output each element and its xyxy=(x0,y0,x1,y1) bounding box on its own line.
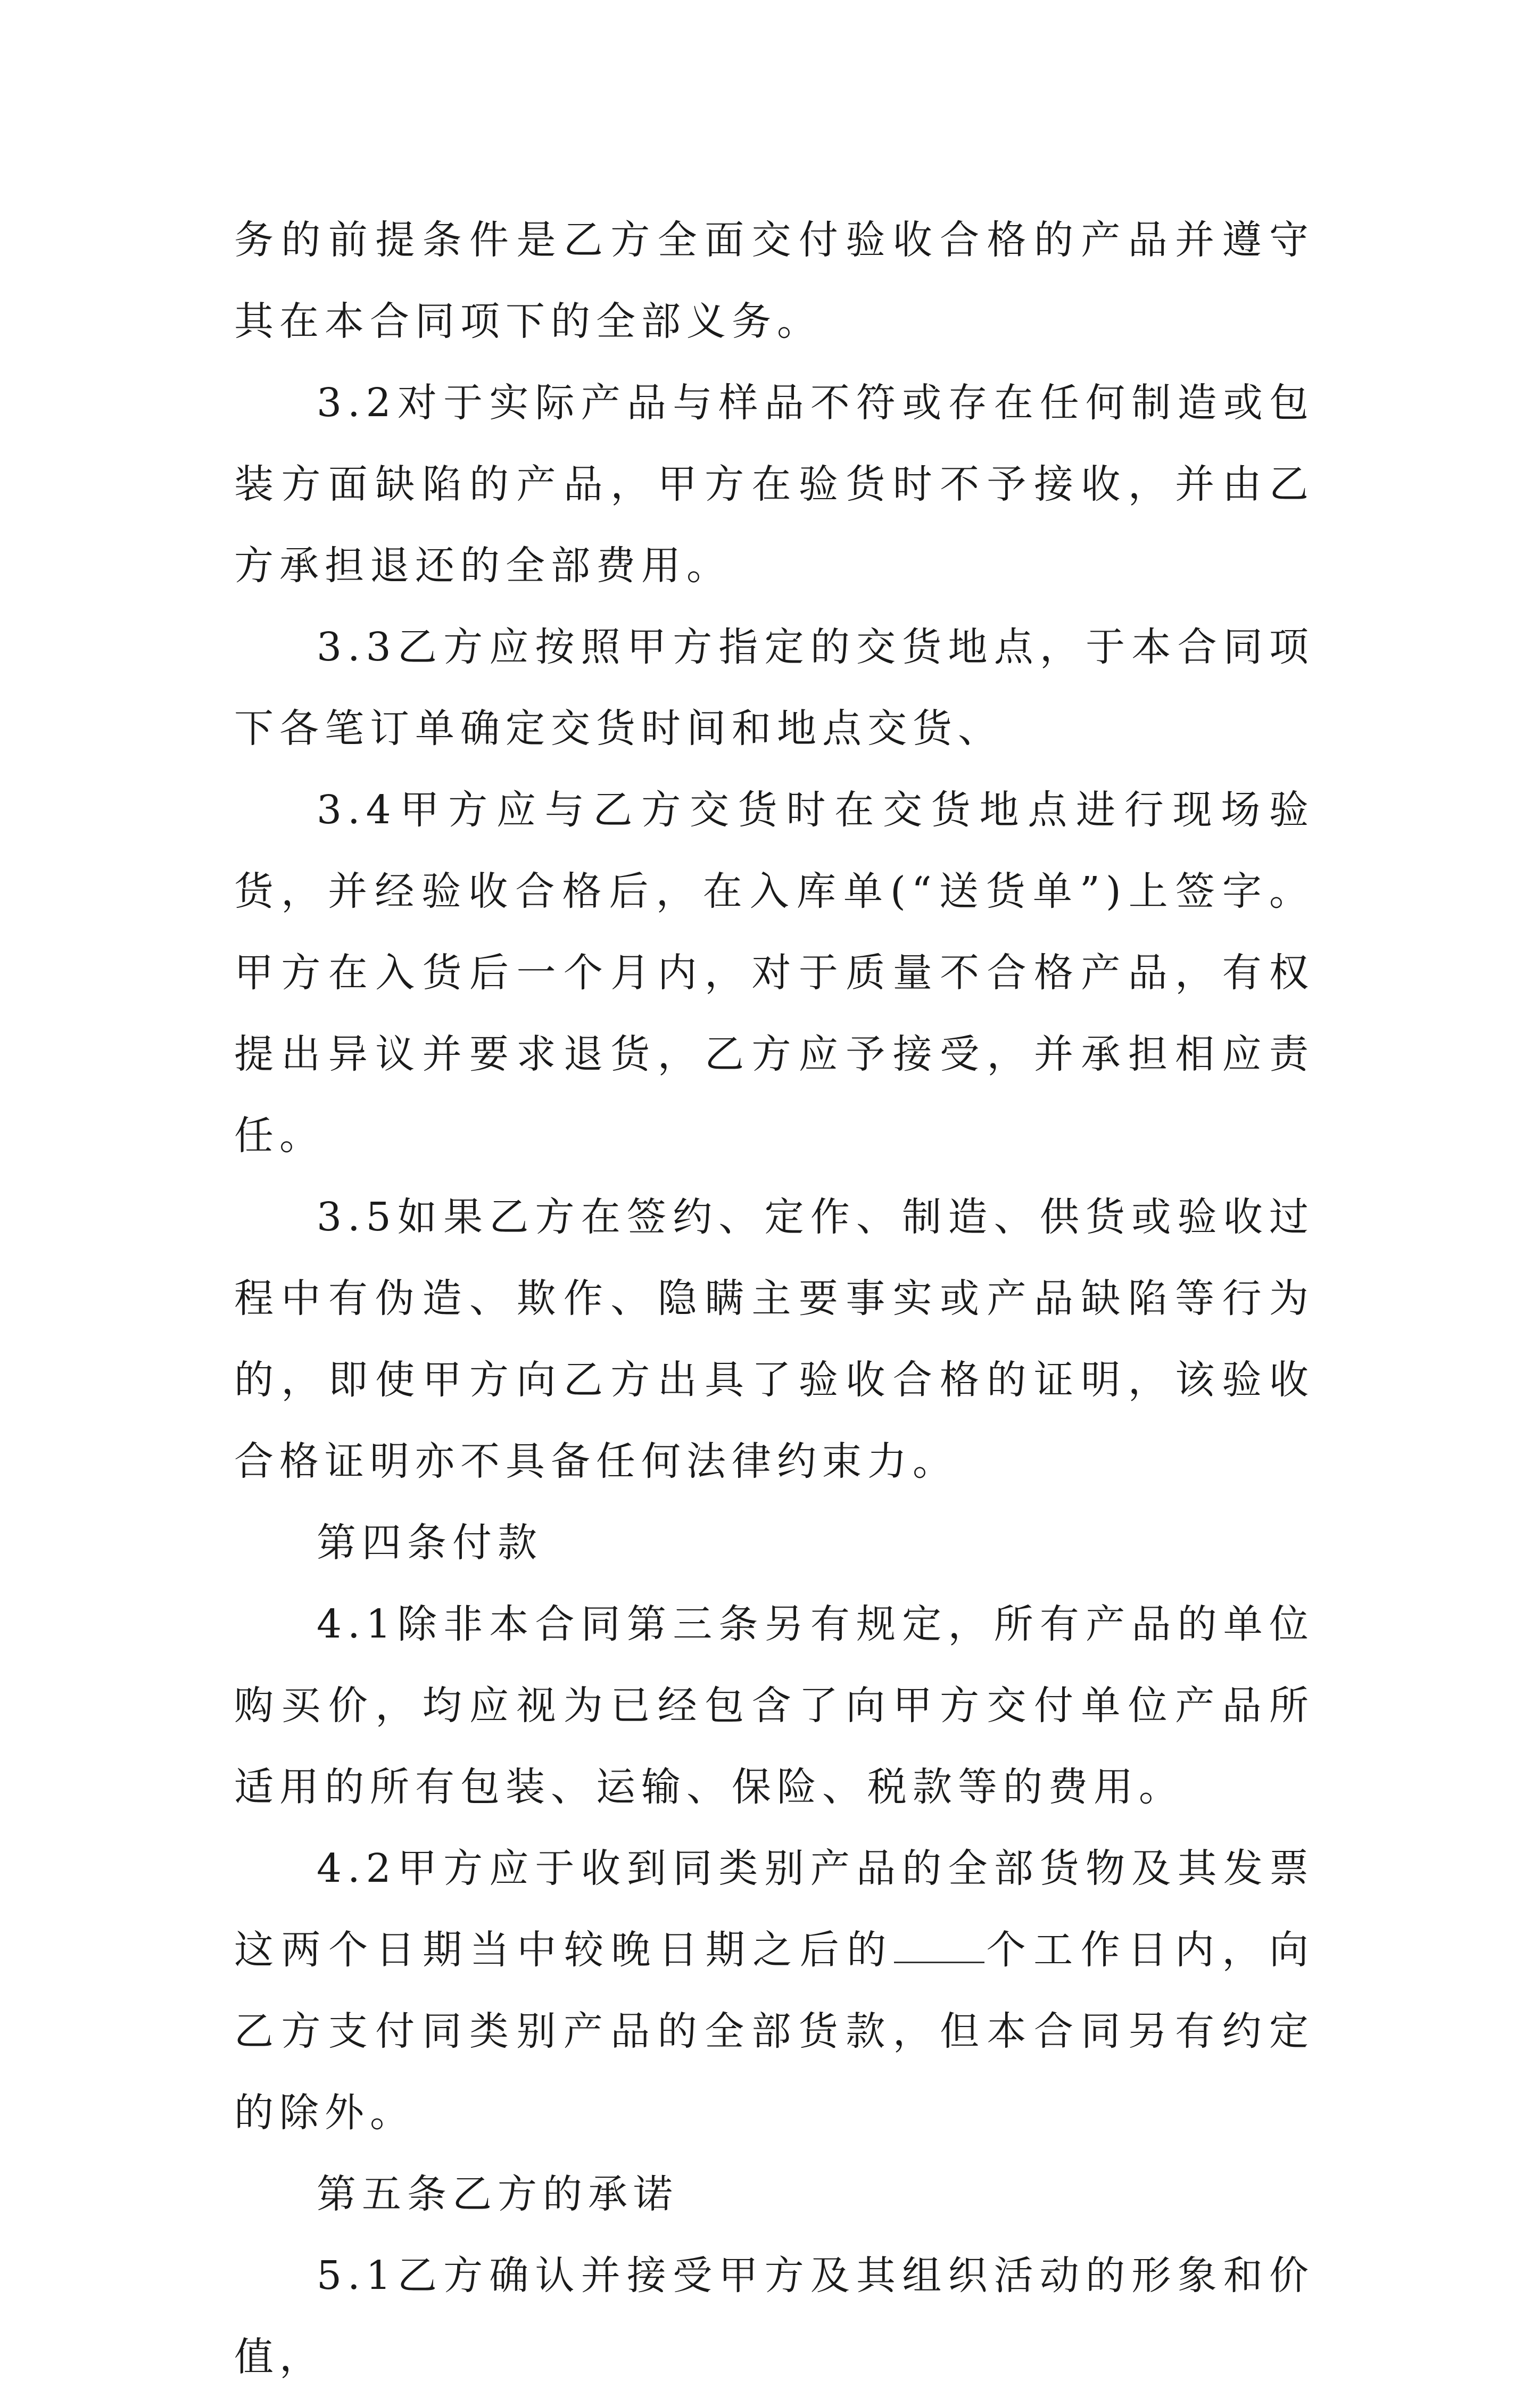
heading-article-5: 第五条乙方的承诺 xyxy=(317,2171,678,2217)
paragraph-4-1: 4.1除非本合同第三条另有规定，所有产品的单位购买价，均应视为已经包含了向甲方交付单位产品所适用的所有包装、运输、保险、税款等的费用。 xyxy=(234,1601,1314,1810)
document-page xyxy=(234,200,1314,2398)
paragraph-obligation-continued: 务的前提条件是乙方全面交付验收合格的产品并遵守其在本合同项下的全部义务。 xyxy=(234,217,1314,344)
heading-article-4: 第四条付款 xyxy=(317,1520,543,1566)
paragraph-3-5: 3.5如果乙方在签约、定作、制造、供货或验收过程中有伪造、欺作、隐瞒主要事实或产品缺陷等行为的，即使甲方向乙方出具了验收合格的证明，该验收合格证明亦不具备任何法律约束力。 xyxy=(234,1194,1314,1484)
paragraph-3-2: 3.2对于实际产品与样品不符或存在任何制造或包装方面缺陷的产品，甲方在验货时不予接收，并由乙方承担退还的全部费用。 xyxy=(234,380,1314,589)
blank-line xyxy=(894,1926,984,1963)
paragraph-3-3: 3.3乙方应按照甲方指定的交货地点，于本合同项下各笔订单确定交货时间和地点交货、 xyxy=(234,624,1314,751)
paragraph-4-2-part-2: 个工作日内，向乙方支付同类别产品的全部货款，但本合同另有约定的除外。 xyxy=(234,1927,1314,2136)
paragraph-4-2-part-1: 4.2甲方应于收到同类别产品的全部货物及其发票这两个日期当中较晚日期之后的 xyxy=(234,1846,1314,1973)
paragraph-4-2 xyxy=(234,1828,1314,2154)
paragraph-3-4: 3.4甲方应与乙方交货时在交货地点进行现场验货，并经验收合格后，在入库单(“送货单”)上签字。甲方在入货后一个月内，对于质量不合格产品，有权提出异议并要求退货，乙方应予接受，并承担相应责任。 xyxy=(234,787,1314,1159)
paragraph-5-1: 5.1乙方确认并接受甲方及其组织活动的形象和价值， xyxy=(234,2253,1314,2380)
